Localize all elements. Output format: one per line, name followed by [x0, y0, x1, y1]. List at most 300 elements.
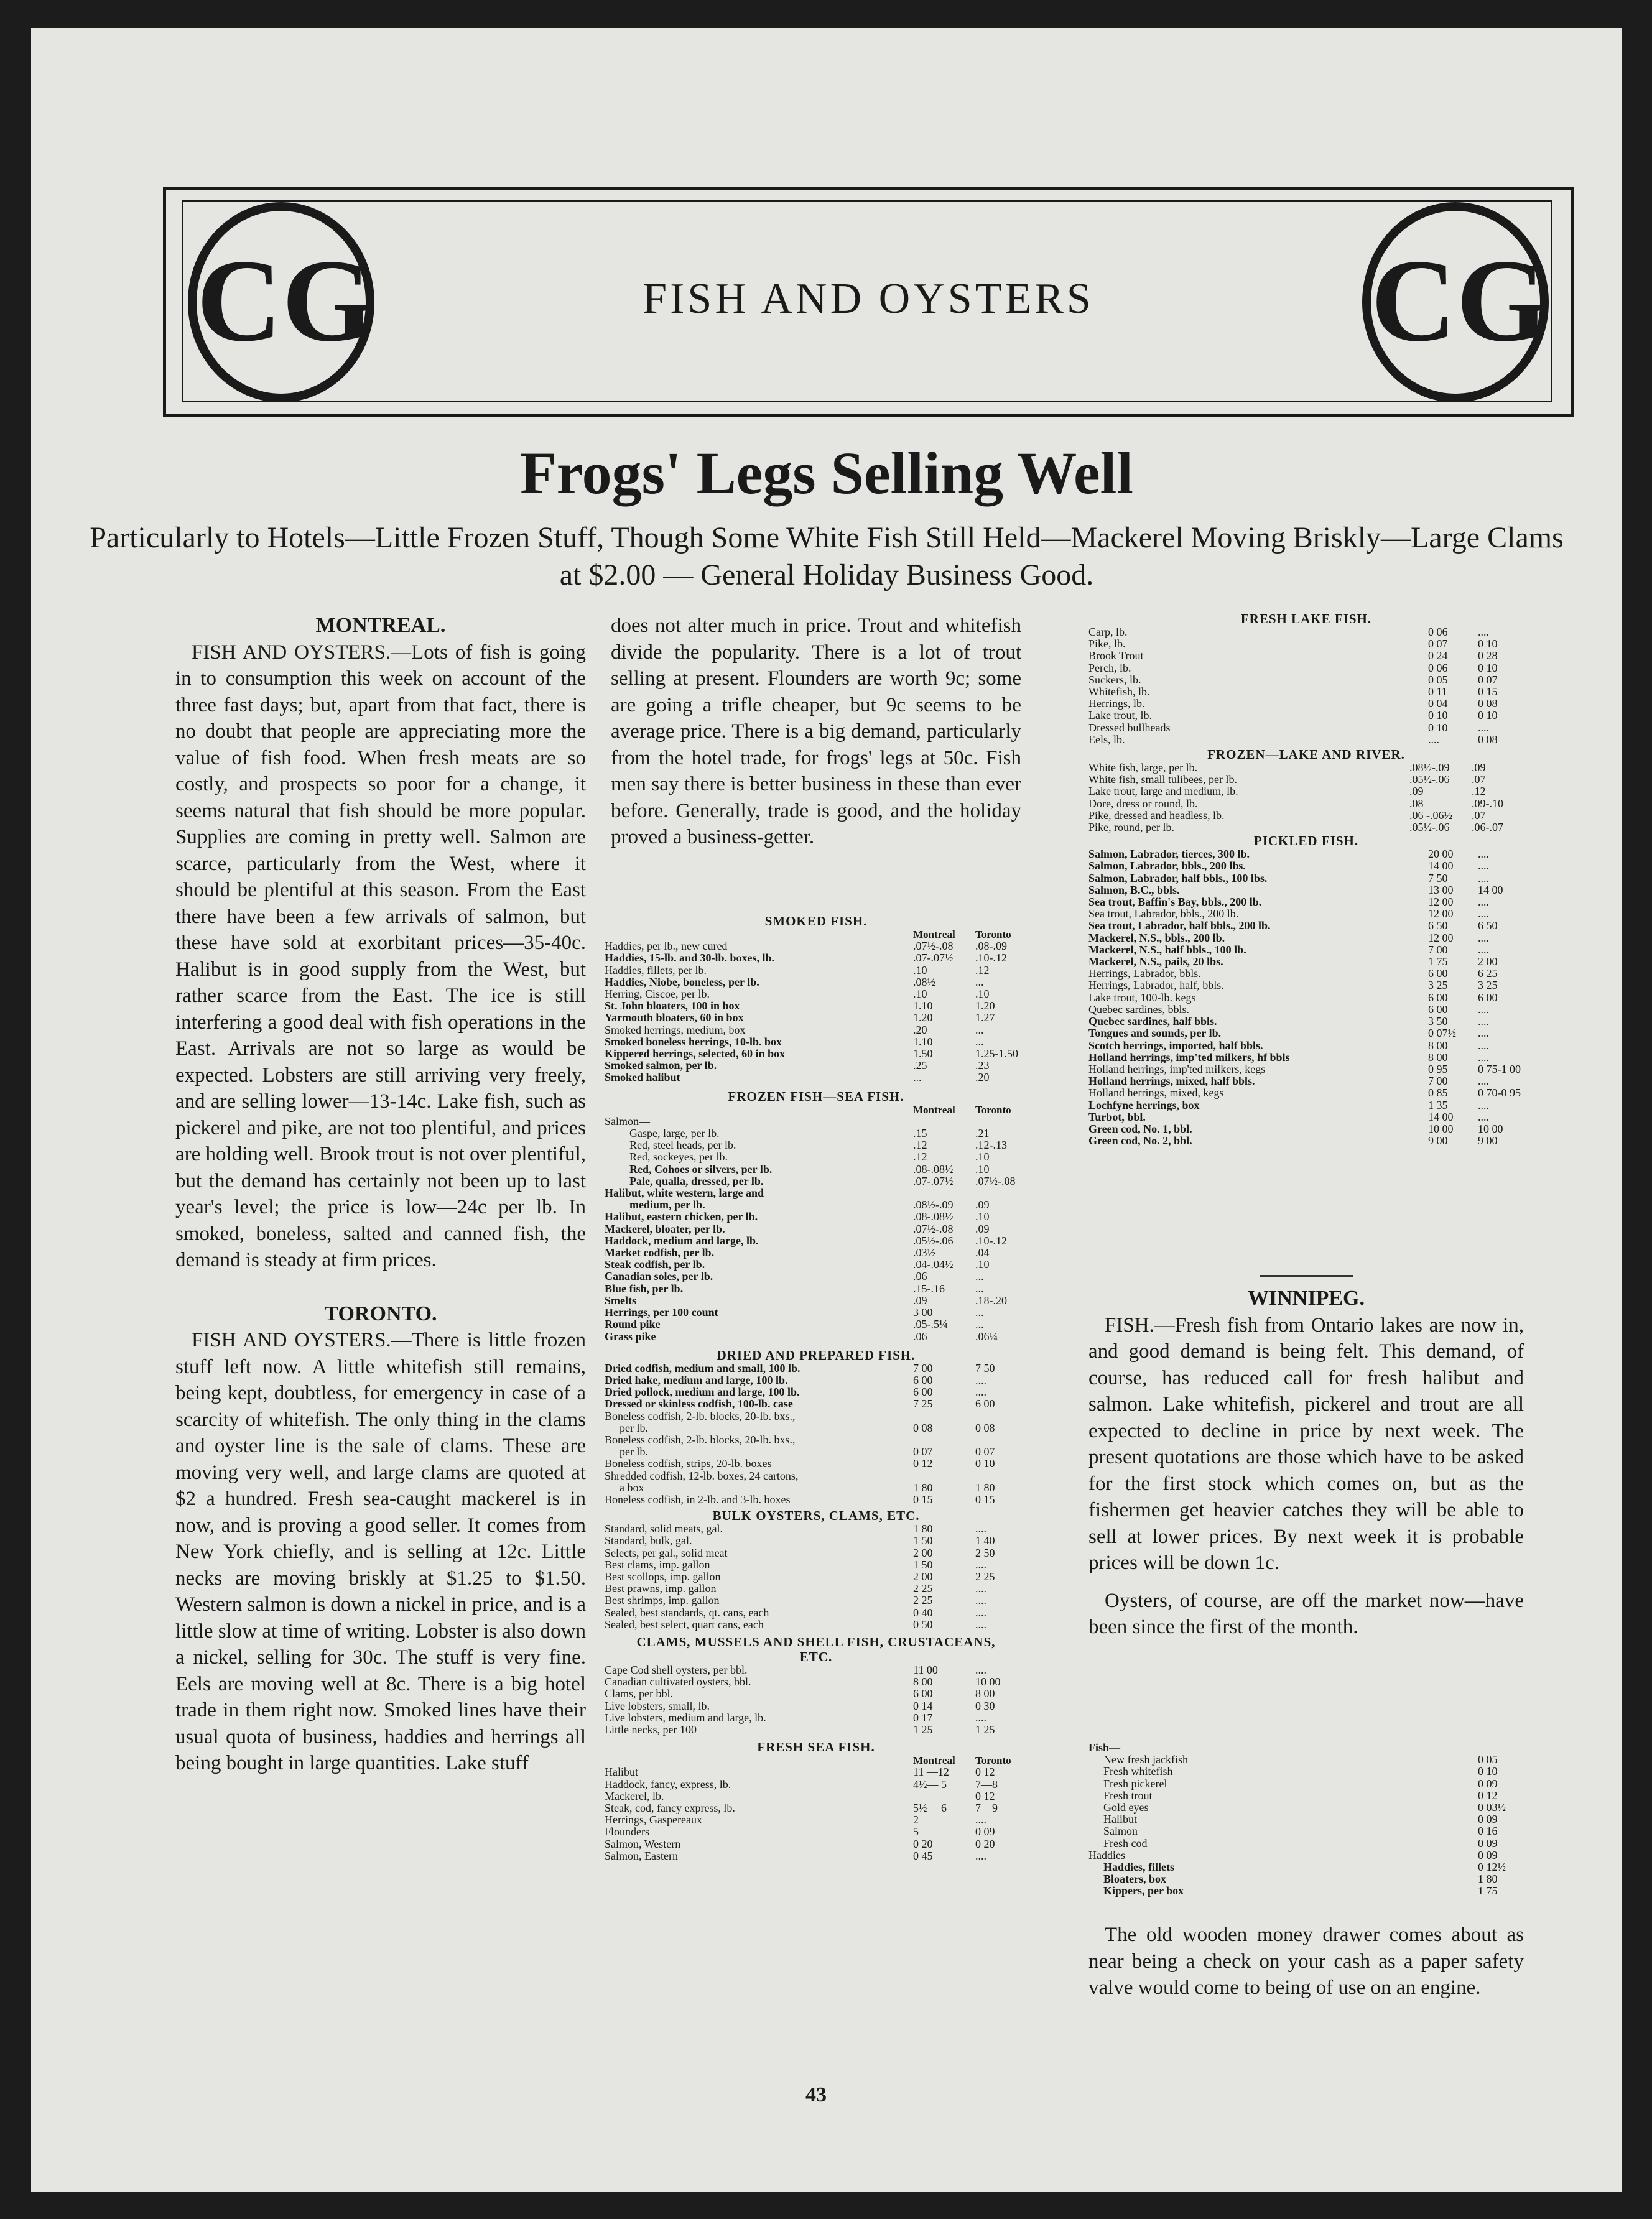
price-montreal: 0 09 [1478, 1848, 1498, 1861]
continued-text: does not alter much in price. Trout and whitefish divide the popularity. There is a lot of trout selling at present. Flounders are worth 9c; some are going a trifle cheaper, but 9c seems to be average price. There is a big demand, particularly from the hotel trade, for frogs' legs at 50c. Fish men say there is better business in these than ever before. Generally, trade is good, and the holiday proved a business-getter. [611, 614, 1021, 848]
freshlake-table [1088, 626, 1524, 746]
price-toronto: .... [975, 1558, 986, 1571]
price-montreal: 6 00 [913, 1386, 933, 1399]
price-montreal [909, 1187, 972, 1199]
item-name: Salmon [1103, 1825, 1138, 1838]
price-montreal: 8 00 [913, 1675, 933, 1689]
column-header-row [605, 1754, 1028, 1766]
price-montreal: 0 85 [1428, 1086, 1448, 1100]
price-toronto: 0 70-0 95 [1478, 1086, 1521, 1100]
toronto-body: FISH AND OYSTERS.—There is little frozen stuff left now. A little whitefish still remains, being kept, doubtless, for emergency in case of a scarcity of whitefish. The only thing in the clams and oyster line is the sale of clams. These are moving very well, and large clams are quoted at $2 a hundred. Fresh sea-caught mackerel is in now, and is proving a good seller. It comes from New York chiefly, and is selling at 12c. Little necks are moving briskly at $1.25 to $1.50. Western salmon is down a nickel in price, and is a little slow at time of writing. Lobster is also down a nickel, selling for 30c. The stuff is very fine. Eels are moving well at 8c. There is a big hotel trade in them right now. Smoked lines have their usual quota of business, haddies and herrings all being bought in large quantities. Lake stuff [175, 1329, 586, 1774]
price-toronto: 14 00 [1478, 883, 1503, 896]
item-name: Carp, lb. [1088, 626, 1128, 638]
item-name: Bloaters, box [1103, 1873, 1166, 1886]
table-row [605, 1535, 1028, 1547]
montreal-body: FISH AND OYSTERS.—Lots of fish is going in to consumption this week on account of the three fast days; but, apart from that fact, there is no doubt that people are appreciating more the value of fish food. When fresh meats are so costly, and prospects so poor for a change, it seems natural that fish should be more popular. Supplies are coming in pretty well. Salmon are scarce, particularly from the West, where it should be plentiful at this season. From the East there have been a few arrivals of salmon, but these have sold at exorbitant prices—35-40c. Halibut is in good supply from the West, but rather scarce from the East. The ice is still interfering a good deal with fish operations in the East. Arrivals are not so large as would be expected. Lobsters are still arriving very freely, and are selling lower—13-14c. Lake fish, such as pickerel and pike, are not too plentiful, and prices are holding well. Brook trout is not over plentiful, but the demand has certainly not been up to last year's level; the price is low—24c per lb. In smoked, boneless, salted and canned fish, the demand is steady at firm prices. [175, 641, 586, 1271]
item-name: Live lobsters, medium and large, lb. [605, 1712, 766, 1724]
price-toronto: ... [975, 975, 984, 988]
price-montreal: 1.50 [913, 1047, 933, 1060]
price-montreal: .08-.08½ [913, 1162, 954, 1175]
price-toronto: 0 12 [975, 1766, 995, 1779]
dried-title: DRIED AND PREPARED FISH. [717, 1347, 916, 1363]
item-name: Lake trout, 100-lb. kegs [1088, 991, 1196, 1004]
table-row [1088, 762, 1524, 774]
table-row [1088, 873, 1524, 884]
table-row [605, 1164, 1028, 1175]
price-montreal: 1 80 [913, 1522, 933, 1536]
price-montreal: 0 40 [913, 1606, 933, 1619]
table-row [1088, 884, 1524, 896]
table-row [605, 1175, 1028, 1187]
item-name: Dried hake, medium and large, 100 lb. [605, 1374, 788, 1386]
price-toronto: 0 20 [975, 1837, 995, 1850]
table-row [605, 1802, 1028, 1814]
price-montreal: 6 00 [1428, 1003, 1448, 1016]
table-row [1088, 734, 1524, 746]
table-row [605, 1676, 1028, 1688]
price-toronto: .... [975, 1711, 986, 1724]
price-montreal: .05½-.06 [1409, 821, 1450, 834]
item-name: New fresh jackfish [1103, 1754, 1188, 1766]
item-name: Grass pike [605, 1330, 656, 1343]
table-row [605, 1199, 1028, 1211]
price-toronto: .10 [975, 1210, 990, 1223]
item-name: Lake trout, large and medium, lb. [1088, 785, 1238, 798]
price-montreal: 12 00 [1428, 931, 1454, 944]
price-toronto: .... [1478, 626, 1489, 638]
item-name: Halibut [605, 1766, 638, 1779]
price-toronto: 0 08 [1478, 733, 1498, 746]
price-toronto: 7 50 [975, 1361, 995, 1374]
price-montreal: 20 00 [1428, 848, 1454, 861]
winnipeg-table-wrap [1088, 1742, 1524, 1897]
price-montreal: .05-.5¼ [913, 1318, 948, 1331]
page-number: 43 [805, 2083, 827, 2106]
item-name: Flounders [605, 1826, 649, 1838]
price-toronto: ... [975, 1023, 984, 1036]
table-row [605, 1523, 1028, 1535]
table-row [1088, 1087, 1524, 1099]
table-row [1088, 1040, 1524, 1052]
table-row [605, 1318, 1028, 1330]
item-name: Halibut, eastern chicken, per lb. [605, 1211, 758, 1223]
table-row [605, 1619, 1028, 1631]
item-name: Sea trout, Labrador, bbls., 200 lb. [1088, 908, 1239, 920]
item-name: Salmon, Western [605, 1838, 681, 1850]
column-header-toronto: Toronto [975, 1103, 1011, 1116]
price-toronto: .... [975, 1849, 986, 1862]
price-toronto: .... [975, 1606, 986, 1619]
price-montreal: .07½-.08 [913, 940, 954, 953]
price-toronto: 0 10 [1478, 637, 1498, 651]
price-montreal: .08½-.09 [1409, 761, 1450, 774]
item-name: White fish, large, per lb. [1088, 762, 1198, 774]
price-toronto: .... [1478, 1003, 1489, 1016]
item-name: Herrings, Gaspereaux [605, 1814, 702, 1827]
table-row [1088, 1778, 1524, 1790]
price-montreal: 1 50 [913, 1534, 933, 1547]
item-name: Haddies [1088, 1849, 1125, 1861]
price-toronto: .... [1478, 1110, 1489, 1123]
price-montreal: 2 00 [913, 1570, 933, 1583]
item-name: Steak codfish, per lb. [605, 1259, 705, 1271]
price-montreal: 2 [913, 1814, 919, 1827]
price-montreal: 1.10 [913, 1035, 933, 1048]
item-name: Herrings, Labrador, half, bbls. [1088, 980, 1224, 992]
table-row [605, 1060, 1028, 1072]
table-row [605, 1766, 1028, 1778]
price-toronto: 1.27 [975, 1011, 995, 1024]
price-montreal: .10 [913, 988, 927, 1001]
price-toronto: 0 30 [975, 1699, 995, 1712]
table-row [605, 1779, 1028, 1790]
price-montreal: .06 [913, 1330, 927, 1343]
item-name: Red, steel heads, per lb. [629, 1139, 736, 1152]
item-name: Gold eyes [1103, 1802, 1149, 1814]
table-row [1088, 1861, 1524, 1873]
item-name: Whitefish, lb. [1088, 686, 1150, 698]
price-toronto: .... [1478, 859, 1489, 873]
table-row [1088, 1802, 1524, 1814]
price-toronto: 10 00 [975, 1675, 1001, 1689]
item-name: Live lobsters, small, lb. [605, 1700, 710, 1712]
table-row [1088, 722, 1524, 734]
price-montreal: 1 25 [913, 1723, 933, 1736]
price-montreal: 12 00 [1428, 907, 1454, 920]
price-toronto: .... [975, 1663, 986, 1676]
item-name: Herring, Ciscoe, per lb. [605, 988, 710, 1001]
table-row [605, 1434, 1028, 1446]
price-montreal: 0 10 [1428, 709, 1448, 722]
item-name: Standard, solid meats, gal. [605, 1523, 723, 1536]
price-montreal: 5 [913, 1825, 919, 1838]
clams-title: CLAMS, MUSSELS AND SHELL FISH, CRUSTACEANS, ETC. [636, 1634, 996, 1664]
item-name: St. John bloaters, 100 in box [605, 1000, 740, 1012]
table-row [605, 1036, 1028, 1048]
item-name: Steak, cod, fancy express, lb. [605, 1802, 735, 1814]
price-montreal: 0 24 [1428, 649, 1448, 662]
closing-note [1088, 1922, 1524, 2001]
table-row [605, 1398, 1028, 1410]
price-toronto: 1.20 [975, 999, 995, 1012]
price-montreal: 13 00 [1428, 883, 1454, 896]
item-name: Blue fish, per lb. [605, 1282, 684, 1295]
price-montreal: .12 [913, 1151, 927, 1164]
price-toronto: 7—9 [975, 1802, 998, 1814]
table-row [1088, 908, 1524, 920]
price-montreal: 0 14 [913, 1699, 933, 1712]
item-name: Dressed or skinless codfish, 100-lb. case [605, 1398, 793, 1411]
item-name: Smoked boneless herrings, 10-lb. box [605, 1035, 782, 1048]
price-montreal: .09 [1409, 785, 1424, 798]
table-row [605, 988, 1028, 1000]
column-header-blank [605, 1104, 909, 1116]
freshlake-title: FRESH LAKE FISH. [1240, 611, 1372, 626]
item-name: Salmon, Eastern [605, 1850, 678, 1862]
table-row [605, 1470, 1028, 1482]
price-montreal: 0 07 [1428, 637, 1448, 651]
price-toronto: .... [1478, 1050, 1489, 1063]
dried-table [605, 1363, 1028, 1506]
price-toronto: 0 07 [975, 1445, 995, 1458]
price-montreal: 0 45 [913, 1849, 933, 1862]
table-row [1088, 1075, 1524, 1087]
price-toronto [972, 1434, 1028, 1446]
item-name: Selects, per gal., solid meat [605, 1547, 728, 1559]
table-row [605, 1547, 1028, 1559]
item-name: Mackerel, bloater, per lb. [605, 1223, 725, 1235]
price-montreal: 6 00 [1428, 991, 1448, 1004]
price-montreal: 1 80 [913, 1481, 933, 1494]
table-row [605, 1024, 1028, 1036]
price-toronto: .... [1478, 1027, 1489, 1040]
table-row [1088, 1027, 1524, 1039]
price-montreal: .12 [913, 1139, 927, 1152]
item-name: Sealed, best standards, qt. cans, each [605, 1606, 769, 1619]
price-toronto: .06-.07 [1472, 821, 1503, 834]
item-name: Yarmouth bloaters, 60 in box [605, 1012, 744, 1024]
price-toronto [972, 1411, 1028, 1422]
price-toronto: 0 08 [1478, 697, 1498, 710]
price-montreal: 14 00 [1428, 1110, 1454, 1123]
table-row [1088, 662, 1524, 674]
item-name: Mackerel, N.S., half bbls., 100 lb. [1088, 943, 1246, 956]
item-name: Lochfyne herrings, box [1088, 1099, 1200, 1111]
price-montreal: 4½— 5 [913, 1777, 947, 1790]
table-row [605, 1850, 1028, 1862]
item-name: Holland herrings, mixed, kegs [1088, 1087, 1224, 1100]
table-row [605, 1688, 1028, 1700]
table-row [1088, 785, 1524, 797]
price-toronto: .04 [975, 1246, 990, 1259]
price-toronto: ... [975, 1270, 984, 1283]
price-toronto: 1.25-1.50 [975, 1047, 1018, 1060]
item-name: Haddies, 15-lb. and 30-lb. boxes, lb. [605, 952, 775, 965]
price-montreal: 7 00 [913, 1361, 933, 1374]
item-name: Best scollops, imp. gallon [605, 1570, 721, 1583]
magazine-page [31, 28, 1622, 2192]
item-name: Holland herrings, imp'ted milkers, kegs [1088, 1063, 1266, 1075]
table-row [1088, 1885, 1524, 1897]
clams-table [605, 1664, 1028, 1736]
price-toronto: .10 [975, 1151, 990, 1164]
price-toronto: 6 00 [1478, 991, 1498, 1004]
table-row [605, 1494, 1028, 1506]
price-montreal: 7 50 [1428, 871, 1448, 884]
item-name: Green cod, No. 1, bbl. [1088, 1123, 1192, 1135]
price-toronto: .10 [975, 988, 990, 1001]
item-name: Pike, lb. [1088, 638, 1126, 651]
item-name: Pale, qualla, dressed, per lb. [629, 1175, 764, 1187]
price-montreal: ... [913, 1071, 922, 1084]
table-row [605, 1128, 1028, 1139]
price-toronto: ... [975, 1306, 984, 1319]
price-montreal: 9 00 [1428, 1134, 1448, 1147]
price-montreal: 0 06 [1428, 661, 1448, 674]
price-toronto: 1 80 [975, 1481, 995, 1494]
column-header-montreal: Montreal [913, 1754, 955, 1767]
table-row [1088, 798, 1524, 810]
table-row [605, 940, 1028, 952]
table-row [1088, 920, 1524, 932]
item-name: Salmon, B.C., bbls. [1088, 884, 1180, 896]
table-row [605, 1814, 1028, 1826]
table-row [605, 1307, 1028, 1318]
item-name: Kippered herrings, selected, 60 in box [605, 1048, 786, 1060]
price-montreal: .25 [913, 1059, 927, 1072]
price-toronto: 2 25 [975, 1570, 995, 1583]
item-name: per lb. [620, 1446, 648, 1458]
table-row [1088, 980, 1524, 991]
price-toronto: .10-.12 [975, 1234, 1007, 1247]
price-toronto: .09 [1472, 761, 1486, 774]
price-toronto: .... [1478, 896, 1489, 909]
table-row [1088, 1850, 1524, 1861]
pickled-table [1088, 848, 1524, 1147]
table-row [605, 1247, 1028, 1259]
price-toronto: .10 [975, 1162, 990, 1175]
price-montreal: 7 00 [1428, 943, 1448, 956]
column-header-row [605, 929, 1028, 940]
item-name: Little necks, per 100 [605, 1723, 697, 1736]
table-row [1088, 1052, 1524, 1063]
item-name: Salmon, Labrador, bbls., 200 lbs. [1088, 860, 1246, 873]
price-montreal: .08½ [913, 975, 935, 988]
price-toronto: .... [1478, 1015, 1489, 1028]
price-toronto: ... [975, 1035, 984, 1048]
price-toronto: .12 [975, 963, 990, 976]
table-row [1088, 774, 1524, 785]
table-row [1088, 1766, 1524, 1777]
price-montreal: 2 25 [913, 1582, 933, 1595]
section-divider [1260, 1275, 1353, 1277]
price-montreal: .09 [913, 1294, 927, 1307]
table-row [605, 1072, 1028, 1083]
item-name: Fresh pickerel [1103, 1777, 1167, 1790]
item-name: Fresh whitefish [1103, 1766, 1173, 1778]
price-toronto: .12 [1472, 785, 1486, 798]
price-toronto: 1 40 [975, 1534, 995, 1547]
table-row [1088, 1790, 1524, 1802]
item-name: Round pike [605, 1318, 661, 1331]
item-name: Pike, dressed and headless, lb. [1088, 809, 1225, 822]
item-name: Eels, lb. [1088, 733, 1125, 746]
item-name: Standard, bulk, gal. [605, 1535, 692, 1547]
table-row [605, 1724, 1028, 1736]
price-montreal: 0 06 [1428, 626, 1448, 638]
item-name: a box [620, 1481, 644, 1494]
table-row [605, 1048, 1028, 1060]
winnipeg-body: FISH.—Fresh fish from Ontario lakes are now in, and good demand is being felt. This demand, of course, has reduced call for fresh halibut and salmon. Lake whitefish, pickerel and trout are all expected to decline in price by next week. The present quotations are those which have to be asked for the first stock which comes on, but as the fishermen get heavier catches they will be able to sell at lower prices. By next week it is probable prices will be down 1c. [1088, 1313, 1524, 1574]
price-montreal: 7 00 [1428, 1075, 1448, 1088]
price-toronto: .... [1478, 871, 1489, 884]
item-name: Fresh cod [1103, 1837, 1148, 1850]
table-row [605, 1595, 1028, 1606]
price-montreal [909, 1470, 972, 1482]
price-montreal: .03½ [913, 1246, 935, 1259]
price-toronto: .07 [1472, 773, 1486, 786]
item-name: Holland herrings, imp'ted milkers, hf bbls [1088, 1051, 1290, 1063]
table-row [605, 1151, 1028, 1163]
table-row [605, 1607, 1028, 1619]
price-toronto: 6 50 [1478, 919, 1498, 932]
table-row [1088, 944, 1524, 956]
price-montreal [909, 1790, 972, 1802]
price-montreal: 2 25 [913, 1594, 933, 1607]
table-row [605, 1826, 1028, 1838]
price-montreal: 0 17 [913, 1711, 933, 1724]
item-name: Best clams, imp. gallon [605, 1559, 710, 1571]
item-name: Haddies, Niobe, boneless, per lb. [605, 976, 759, 988]
price-montreal: 0 95 [1428, 1062, 1448, 1075]
item-name: Canadian soles, per lb. [605, 1271, 713, 1283]
price-toronto: .... [1478, 1075, 1489, 1088]
price-montreal: 14 00 [1428, 859, 1454, 873]
price-toronto: .... [975, 1373, 986, 1386]
price-toronto: 1 25 [975, 1723, 995, 1736]
price-toronto: .21 [975, 1127, 990, 1140]
price-toronto: 6 00 [975, 1397, 995, 1411]
price-toronto: 10 00 [1478, 1122, 1503, 1135]
price-montreal: 0 09 [1478, 1813, 1498, 1826]
price-montreal: .05½-.06 [1409, 773, 1450, 786]
price-toronto: .06¼ [975, 1330, 998, 1343]
table-row [605, 1295, 1028, 1307]
toronto-heading: TORONTO. [324, 1302, 437, 1325]
price-montreal: 0 05 [1428, 673, 1448, 686]
right-tables [1088, 611, 1524, 1147]
table-row [605, 1211, 1028, 1223]
freshsea-title: FRESH SEA FISH. [757, 1740, 875, 1755]
price-montreal: 1 75 [1428, 955, 1448, 968]
table-row [1088, 1825, 1524, 1837]
bulk-table [605, 1523, 1028, 1631]
price-toronto: .09 [975, 1222, 990, 1235]
price-toronto: .09-.10 [1472, 797, 1503, 810]
table-row [605, 1790, 1028, 1802]
price-montreal: 1 50 [913, 1558, 933, 1571]
price-montreal: .07-.07½ [913, 1174, 954, 1187]
table-row [1088, 1111, 1524, 1123]
price-toronto: .... [1478, 848, 1489, 861]
price-montreal: 0 07 [913, 1445, 933, 1458]
table-row [1088, 638, 1524, 650]
price-montreal: .04-.04½ [913, 1258, 954, 1271]
cg-logo-left: CG [188, 202, 374, 402]
price-toronto: 9 00 [1478, 1134, 1498, 1147]
table-row [1088, 626, 1524, 638]
item-name: Boneless codfish, 2-lb. blocks, 20-lb. bxs., [605, 1410, 796, 1422]
item-name: Turbot, bbl. [1088, 1111, 1146, 1123]
item-name: Quebec sardines, half bbls. [1088, 1016, 1217, 1028]
table-row [605, 1386, 1028, 1398]
price-montreal: 11 00 [913, 1663, 938, 1676]
item-name: Cape Cod shell oysters, per bbl. [605, 1664, 748, 1676]
price-montreal: .06 -.06½ [1409, 808, 1452, 822]
item-name: Kippers, per box [1103, 1885, 1184, 1897]
item-name: Red, Cohoes or silvers, per lb. [629, 1163, 773, 1175]
item-name: Haddies, fillets [1103, 1861, 1175, 1874]
table-row [1088, 1135, 1524, 1147]
table-row [1088, 1100, 1524, 1111]
article-headline: Frogs' Legs Selling Well [520, 440, 1133, 506]
table-row [1088, 1063, 1524, 1075]
table-row [1088, 1123, 1524, 1135]
table-row [605, 1374, 1028, 1386]
item-name: Holland herrings, mixed, half bbls. [1088, 1075, 1255, 1088]
column-header-row [605, 1104, 1028, 1116]
price-montreal: 0 12 [1478, 1789, 1498, 1802]
